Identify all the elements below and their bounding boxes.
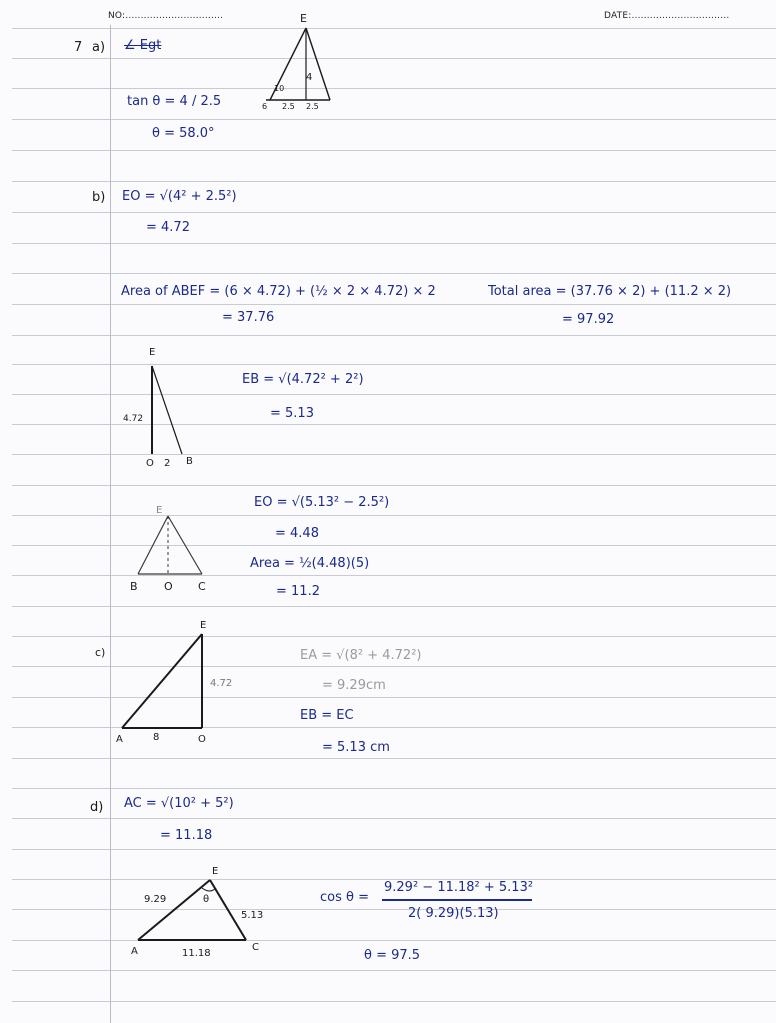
eb-ec-equation: EB = EC bbox=[300, 708, 354, 723]
ruled-line bbox=[12, 28, 776, 29]
part-d-label: d) bbox=[90, 800, 104, 815]
base-half-1-label: 2.5 bbox=[282, 102, 295, 111]
question-number: 7 bbox=[74, 40, 83, 55]
ruled-line bbox=[12, 758, 776, 759]
ruled-line bbox=[12, 212, 776, 213]
vertex-a-label: A bbox=[116, 734, 123, 745]
right-side-label: 5.13 bbox=[241, 910, 264, 921]
cos-lhs: cos θ = bbox=[320, 890, 369, 905]
ea-equation: EA = √(8² + 4.72²) bbox=[300, 648, 422, 663]
vertex-c-label: C bbox=[198, 580, 206, 593]
triangle-figure-a bbox=[262, 24, 334, 114]
vertex-b-label: B bbox=[130, 580, 138, 593]
side-label: 4.72 bbox=[210, 678, 233, 689]
theta-final-value: θ = 97.5 bbox=[364, 948, 421, 963]
ruled-line bbox=[12, 606, 776, 607]
eo-value: = 4.72 bbox=[146, 220, 190, 235]
ruled-line bbox=[12, 335, 776, 336]
ruled-line bbox=[12, 88, 776, 89]
theta-result: θ = 58.0° bbox=[152, 126, 215, 141]
ac-equation: AC = √(10² + 5²) bbox=[124, 796, 234, 811]
base-label: 11.18 bbox=[182, 948, 211, 959]
vertex-e-label: E bbox=[200, 620, 207, 631]
vertex-e-label: E bbox=[156, 505, 163, 516]
ac-value: = 11.18 bbox=[160, 828, 213, 843]
area2-equation: Area = ½(4.48)(5) bbox=[250, 556, 370, 571]
side-label: 4.72 bbox=[123, 414, 144, 424]
ruled-line bbox=[12, 454, 776, 455]
eo-equation: EO = √(4² + 2.5²) bbox=[122, 189, 237, 204]
ruled-line bbox=[12, 485, 776, 486]
angle-mark-label: 10 bbox=[274, 84, 285, 93]
ruled-line bbox=[12, 970, 776, 971]
part-b-label: b) bbox=[92, 190, 106, 205]
triangle-figure-d bbox=[134, 874, 254, 946]
right-triangle-figure-b1 bbox=[140, 360, 200, 460]
eo2-equation: EO = √(5.13² − 2.5²) bbox=[254, 495, 390, 510]
base-half-2-label: 2.5 bbox=[306, 102, 319, 111]
ea-value: = 9.29cm bbox=[322, 678, 386, 693]
eo2-value: = 4.48 bbox=[275, 526, 319, 541]
height-label: 4 bbox=[306, 72, 313, 83]
ruled-line bbox=[12, 119, 776, 120]
eb-value: = 5.13 bbox=[270, 406, 314, 421]
ruled-line bbox=[12, 273, 776, 274]
vertex-b-label: B bbox=[186, 456, 193, 467]
eb-value: = 5.13 cm bbox=[322, 740, 390, 755]
vertex-c-label: C bbox=[252, 942, 259, 953]
ruled-line bbox=[12, 545, 776, 546]
theta-label: θ bbox=[203, 894, 210, 905]
ruled-line bbox=[12, 515, 776, 516]
area-abef-value: = 37.76 bbox=[222, 310, 275, 325]
ruled-line bbox=[12, 818, 776, 819]
cos-numerator: 9.29² − 11.18² + 5.13² bbox=[384, 880, 534, 895]
left-side-label: 9.29 bbox=[144, 894, 167, 905]
ruled-line bbox=[12, 575, 776, 576]
date-field: DATE:................................ bbox=[604, 11, 730, 21]
vertex-o-label: O bbox=[198, 734, 206, 745]
base-label: 8 bbox=[153, 732, 160, 743]
vertex-e-label: E bbox=[212, 866, 219, 877]
vertex-o-label: O bbox=[164, 580, 173, 593]
left-vertex-label: 6 bbox=[262, 102, 268, 111]
triangle-figure-b2 bbox=[132, 512, 212, 576]
ruled-line bbox=[12, 424, 776, 425]
ruled-line bbox=[12, 849, 776, 850]
angle-note: ∠ Egt bbox=[124, 38, 162, 53]
vertex-e-label: E bbox=[149, 347, 156, 358]
ruled-line bbox=[12, 940, 776, 941]
base-label: 2 bbox=[164, 458, 171, 469]
right-triangle-figure-c bbox=[118, 630, 218, 734]
ruled-line bbox=[12, 304, 776, 305]
vertex-a-label: A bbox=[131, 946, 138, 957]
ruled-line bbox=[12, 1001, 776, 1002]
ruled-line bbox=[12, 181, 776, 182]
total-area-value: = 97.92 bbox=[562, 312, 615, 327]
ruled-line bbox=[12, 788, 776, 789]
part-a-label: a) bbox=[92, 40, 106, 55]
total-area-equation: Total area = (37.76 × 2) + (11.2 × 2) bbox=[488, 284, 732, 299]
ruled-line bbox=[12, 909, 776, 910]
area2-value: = 11.2 bbox=[276, 584, 320, 599]
ruled-line bbox=[12, 394, 776, 395]
no-field: NO:................................ bbox=[108, 11, 224, 21]
tan-equation: tan θ = 4 / 2.5 bbox=[127, 94, 222, 109]
ruled-line bbox=[12, 364, 776, 365]
ruled-line bbox=[12, 150, 776, 151]
vertex-o-label: O bbox=[146, 458, 154, 469]
margin-line bbox=[110, 25, 111, 1023]
part-c-label: c) bbox=[95, 646, 106, 659]
cos-denominator: 2( 9.29)(5.13) bbox=[408, 906, 499, 921]
area-abef-equation: Area of ABEF = (6 × 4.72) + (½ × 2 × 4.72) × 2 bbox=[121, 284, 436, 299]
eb-equation: EB = √(4.72² + 2²) bbox=[242, 372, 364, 387]
apex-e-label: E bbox=[300, 12, 307, 25]
fraction-bar bbox=[382, 899, 532, 901]
ruled-line bbox=[12, 58, 776, 59]
ruled-line bbox=[12, 243, 776, 244]
